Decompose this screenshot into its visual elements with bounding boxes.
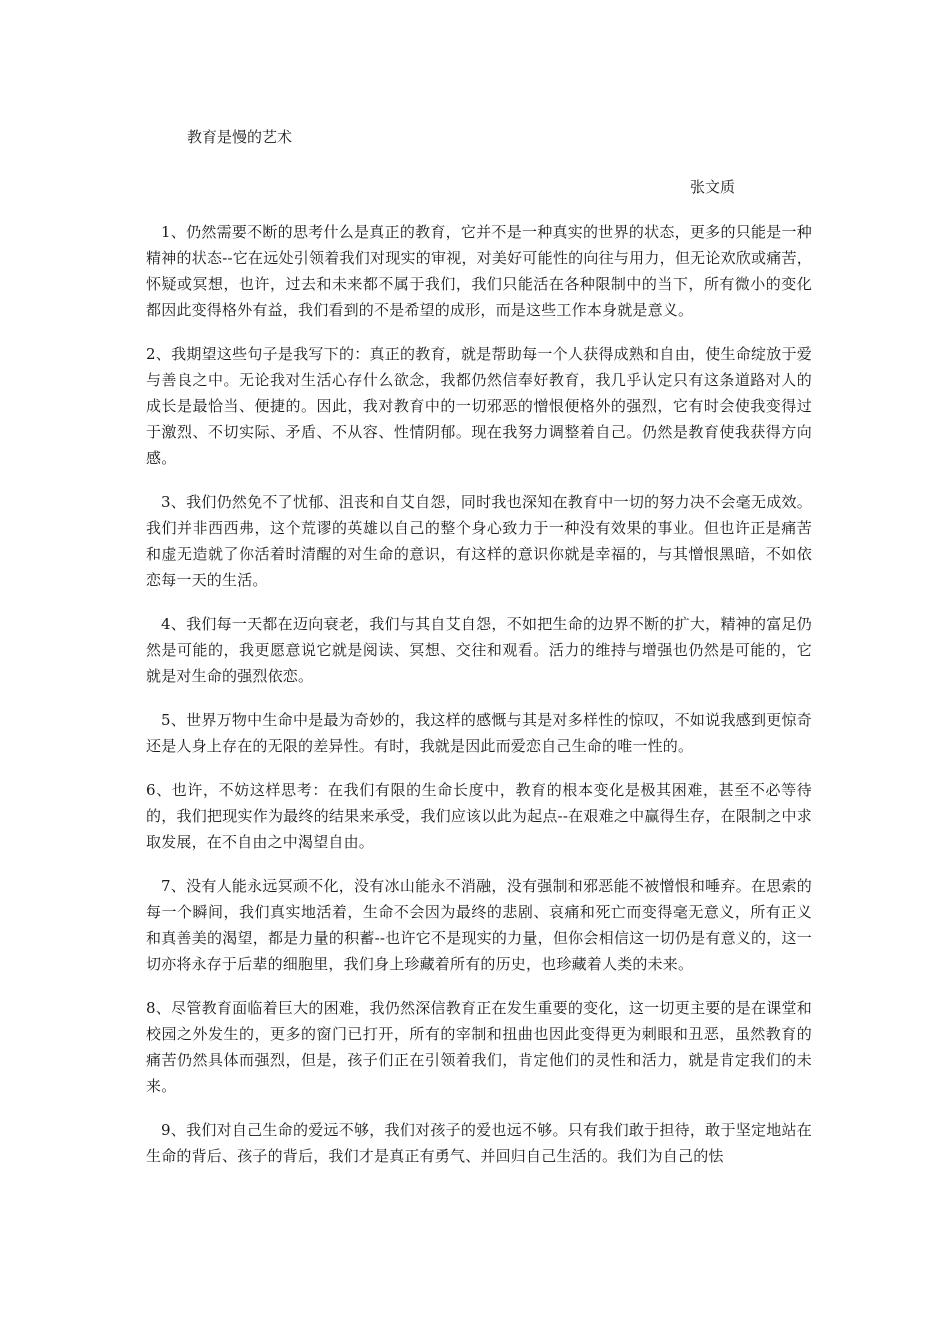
paragraph-5: 5、世界万物中生命中是最为奇妙的，我这样的感慨与其是对多样性的惊叹，不如说我感到更惊奇还是人身上存在的无限的差异性。有时，我就是因此而爱恋自己生命的唯一性的。 (146, 711, 812, 755)
paragraph-3: 3、我们仍然免不了忧郁、沮丧和自艾自怨，同时我也深知在教育中一切的努力决不会毫无成效。我们并非西西弗，这个荒谬的英雄以自己的整个身心致力于一种没有效果的事业。但也许正是痛苦和虚无造就了你活着时清醒的对生命的意识，有这样的意识你就是幸福的，与其憎恨黑暗，不如依恋每一天的生活。 (146, 493, 812, 589)
paragraph-2: 2、我期望这些句子是我写下的：真正的教育，就是帮助每一个人获得成熟和自由，使生命绽放于爱与善良之中。无论我对生活心存什么欲念，我都仍然信奉好教育，我几乎认定只有这条道路对人的成长是最恰当、便捷的。因此，我对教育中的一切邪恶的憎恨便格外的强烈，它有时会使我变得过于激烈、不切实际、矛盾、不从容、性情阴郁。现在我努力调整着自己。仍然是教育使我获得方向感。 (146, 345, 812, 467)
paragraph-1: 1、仍然需要不断的思考什么是真正的教育，它并不是一种真实的世界的状态，更多的只能是一种精神的状态--它在远处引领着我们对现实的审视，对美好可能性的向往与用力，但无论欢欣或痛苦，怀疑或冥想，也许，过去和未来都不属于我们，我们只能活在各种限制中的当下，所有微小的变化都因此变得格外有益，我们看到的不是希望的成形，而是这些工作本身就是意义。 (146, 223, 812, 319)
paragraph-4: 4、我们每一天都在迈向衰老，我们与其自艾自怨，不如把生命的边界不断的扩大，精神的富足仍然是可能的，我更愿意说它就是阅读、冥想、交往和观看。活力的维持与增强也仍然是可能的，它就是对生命的强烈依恋。 (146, 615, 812, 685)
document-author: 张文质 (690, 178, 736, 196)
document-title: 教育是慢的艺术 (187, 128, 293, 146)
paragraph-7: 7、没有人能永远冥顽不化，没有冰山能永不消融，没有强制和邪恶能不被憎恨和唾弃。在思索的每一个瞬间，我们真实地活着，生命不会因为最终的悲剧、哀痛和死亡而变得毫无意义，所有正义和真善美的渴望，都是力量的积蓄--也许它不是现实的力量，但你会相信这一切仍是有意义的，这一切亦将永存于后辈的细胞里，我们身上珍藏着所有的历史，也珍藏着人类的未来。 (146, 877, 812, 973)
paragraph-8: 8、尽管教育面临着巨大的困难，我仍然深信教育正在发生重要的变化，这一切更主要的是在课堂和校园之外发生的，更多的窗门已打开，所有的宰制和扭曲也因此变得更为刺眼和丑恶，虽然教育的痛苦仍然具体而强烈，但是，孩子们正在引领着我们，肯定他们的灵性和活力，就是肯定我们的未来。 (146, 999, 812, 1095)
paragraph-9: 9、我们对自己生命的爱远不够，我们对孩子的爱也远不够。只有我们敢于担待，敢于坚定地站在生命的背后、孩子的背后，我们才是真正有勇气、并回归自己生活的。我们为自己的怯 (146, 1121, 812, 1165)
paragraph-6: 6、也许，不妨这样思考：在我们有限的生命长度中，教育的根本变化是极其困难，甚至不必等待的，我们把现实作为最终的结果来承受，我们应该以此为起点--在艰难之中赢得生存，在限制之中求取发展，在不自由之中渴望自由。 (146, 781, 812, 851)
document-body (146, 219, 812, 1187)
